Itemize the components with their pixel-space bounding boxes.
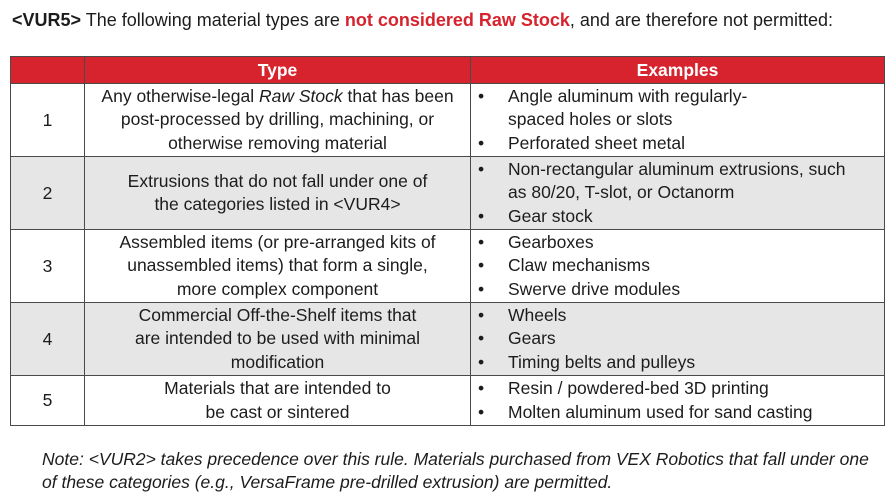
example-item: • Gear stock — [478, 205, 884, 229]
row-number: 1 — [11, 84, 85, 157]
table-row — [11, 84, 885, 157]
example-item: • Gears — [478, 327, 884, 351]
table-row — [11, 376, 885, 426]
example-item: • Molten aluminum used for sand casting — [478, 401, 884, 425]
row-number: 2 — [11, 157, 85, 230]
example-item: • Non-rectangular aluminum extrusions, such as 80/20, T-slot, or Octanorm — [478, 158, 848, 205]
rule-id: <VUR5> — [12, 10, 82, 30]
example-item: • Timing belts and pulleys — [478, 351, 884, 375]
row-examples — [471, 376, 885, 426]
row-number: 4 — [11, 303, 85, 376]
row-examples — [471, 303, 885, 376]
rule-statement — [12, 10, 833, 31]
example-item: • Resin / powdered-bed 3D printing — [478, 377, 884, 401]
example-item: • Swerve drive modules — [478, 278, 884, 302]
row-type-text: Materials that are intended to be cast or sintered — [164, 378, 391, 422]
header-type: Type — [85, 57, 471, 84]
row-type — [85, 157, 471, 230]
type-text-part: that has been post-processed by drilling, machining, or otherwise removing material — [120, 85, 454, 153]
rule-note: Note: <VUR2> takes precedence over this rule. Materials purchased from VEX Robotics that fall under one of these categories (e.g., VersaFrame pre-drilled extrusion) are permitted. — [42, 449, 869, 492]
row-type — [85, 230, 471, 303]
table-row — [11, 303, 885, 376]
row-number: 5 — [11, 376, 85, 426]
row-type-text: Extrusions that do not fall under one of the categories listed in <VUR4> — [127, 170, 428, 214]
example-item: • Claw mechanisms — [478, 254, 884, 278]
rule-text-after: , and are therefore not permitted: — [569, 10, 834, 30]
row-type-text: Commercial Off-the-Shelf items that are intended to be used with minimal modification — [134, 304, 421, 372]
row-examples — [471, 157, 885, 230]
example-item: • Perforated sheet metal — [478, 132, 884, 156]
row-examples — [471, 84, 885, 157]
header-number — [11, 57, 85, 84]
row-type — [85, 376, 471, 426]
row-examples — [471, 230, 885, 303]
table-row — [11, 157, 885, 230]
row-type — [85, 303, 471, 376]
example-item: • Wheels — [478, 304, 884, 328]
rule-emphasis: not considered Raw Stock — [344, 10, 570, 30]
row-type-text: Assembled items (or pre-arranged kits of unassembled items) that form a single, more complex component — [119, 231, 436, 299]
example-item: • Angle aluminum with regularly-spaced holes or slots — [478, 85, 798, 132]
row-number: 3 — [11, 230, 85, 303]
row-type-text — [98, 85, 458, 156]
header-examples: Examples — [471, 57, 885, 84]
example-item: • Gearboxes — [478, 231, 884, 255]
row-type — [85, 84, 471, 157]
type-text-part: Any otherwise-legal — [101, 85, 259, 106]
type-text-emphasis: Raw Stock — [259, 85, 343, 106]
rule-text-before: The following material types are — [81, 10, 345, 30]
material-types-table — [10, 56, 885, 426]
table-row — [11, 230, 885, 303]
table-header-row — [11, 57, 885, 84]
